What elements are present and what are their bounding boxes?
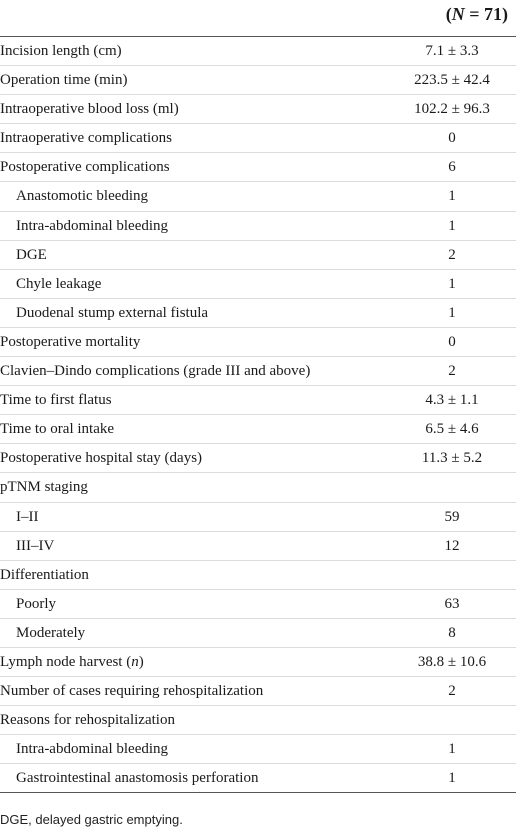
table-row	[0, 270, 516, 299]
row-value: 7.1 ± 3.3	[425, 43, 479, 59]
row-label: Duodenal stump external fistula	[16, 304, 209, 321]
row-value: 6.5 ± 4.6	[425, 421, 479, 438]
row-value: 102.2 ± 96.3	[414, 101, 490, 118]
table-row	[0, 66, 516, 95]
row-label: Operation time (min)	[0, 72, 128, 89]
row-value: 2	[448, 246, 456, 263]
row-label: I–II	[16, 508, 39, 525]
row-value: 223.5 ± 42.4	[414, 72, 490, 89]
header-n-symbol: N	[451, 4, 465, 24]
row-value: 12	[444, 537, 460, 554]
row-value: 11.3 ± 5.2	[421, 450, 483, 467]
table-row	[0, 561, 516, 590]
header-n-value: = 71)	[464, 4, 508, 24]
row-label: Intra-abdominal bleeding	[16, 217, 169, 234]
row-label: Incision length (cm)	[0, 43, 122, 59]
table-row	[0, 328, 516, 357]
row-label: Postoperative mortality	[0, 333, 141, 350]
table-row	[0, 648, 516, 677]
table-row	[0, 299, 516, 328]
row-value: 1	[448, 741, 456, 758]
row-label: Differentiation	[0, 566, 89, 583]
row-value: 0	[448, 130, 456, 147]
table-row	[0, 153, 516, 182]
row-label: Time to oral intake	[0, 421, 115, 438]
row-value: 63	[444, 595, 460, 612]
table-footnote: DGE, delayed gastric emptying.	[0, 812, 183, 827]
row-value: 59	[444, 508, 460, 525]
row-value: 4.3 ± 1.1	[425, 392, 479, 409]
table-row	[0, 357, 516, 386]
row-label: Intraoperative blood loss (ml)	[0, 101, 179, 118]
row-value: 38.8 ± 10.6	[417, 653, 487, 670]
table-row	[0, 182, 516, 211]
row-label-main: Lymph node harvest (	[0, 653, 132, 670]
table-row	[0, 677, 516, 706]
row-value: 2	[448, 363, 456, 380]
table-body	[0, 37, 516, 793]
row-label: Number of cases requiring rehospitalization	[0, 683, 264, 700]
row-label: Postoperative hospital stay (days)	[0, 450, 203, 467]
row-label: Intraoperative complications	[0, 130, 173, 147]
row-label: Poorly	[16, 595, 57, 612]
row-label: Intra-abdominal bleeding	[16, 741, 169, 758]
row-label: Chyle leakage	[16, 275, 102, 292]
row-label: Postoperative complications	[0, 159, 170, 176]
table-row	[0, 619, 516, 648]
table-row	[0, 386, 516, 415]
row-label: Clavien–Dindo complications (grade III and above)	[0, 363, 311, 380]
header-paren: (	[445, 4, 452, 24]
row-label: Reasons for rehospitalization	[0, 712, 175, 729]
row-label: DGE	[16, 246, 47, 263]
table-row	[0, 95, 516, 124]
row-label	[0, 648, 144, 677]
row-label: Anastomotic bleeding	[16, 188, 149, 205]
sample-size-header	[388, 0, 508, 28]
row-value: 1	[448, 275, 456, 292]
table-row	[0, 241, 516, 270]
row-label: Time to first flatus	[0, 392, 112, 409]
row-value: 2	[448, 683, 456, 700]
row-label: Moderately	[16, 624, 86, 641]
table-row	[0, 473, 516, 502]
table-row	[0, 415, 516, 444]
row-value: 1	[448, 188, 456, 205]
table-row	[0, 37, 516, 66]
row-value: 6	[448, 159, 456, 176]
table-row	[0, 503, 516, 532]
row-value: 1	[448, 770, 456, 787]
row-label: pTNM staging	[0, 479, 88, 496]
table-row	[0, 532, 516, 561]
row-label-end: )	[138, 653, 144, 670]
table-row	[0, 590, 516, 619]
table-row	[0, 124, 516, 153]
table-header	[0, 0, 516, 37]
table-row	[0, 212, 516, 241]
row-value: 8	[448, 624, 456, 641]
table-row	[0, 444, 516, 473]
table-row	[0, 735, 516, 764]
row-value: 1	[448, 304, 456, 321]
table-row	[0, 706, 516, 735]
table-row	[0, 764, 516, 793]
row-label: Gastrointestinal anastomosis perforation	[16, 770, 259, 787]
row-value: 0	[448, 333, 456, 350]
row-label-italic: n	[131, 653, 139, 670]
row-value: 1	[448, 217, 456, 234]
row-label: III–IV	[16, 537, 55, 554]
